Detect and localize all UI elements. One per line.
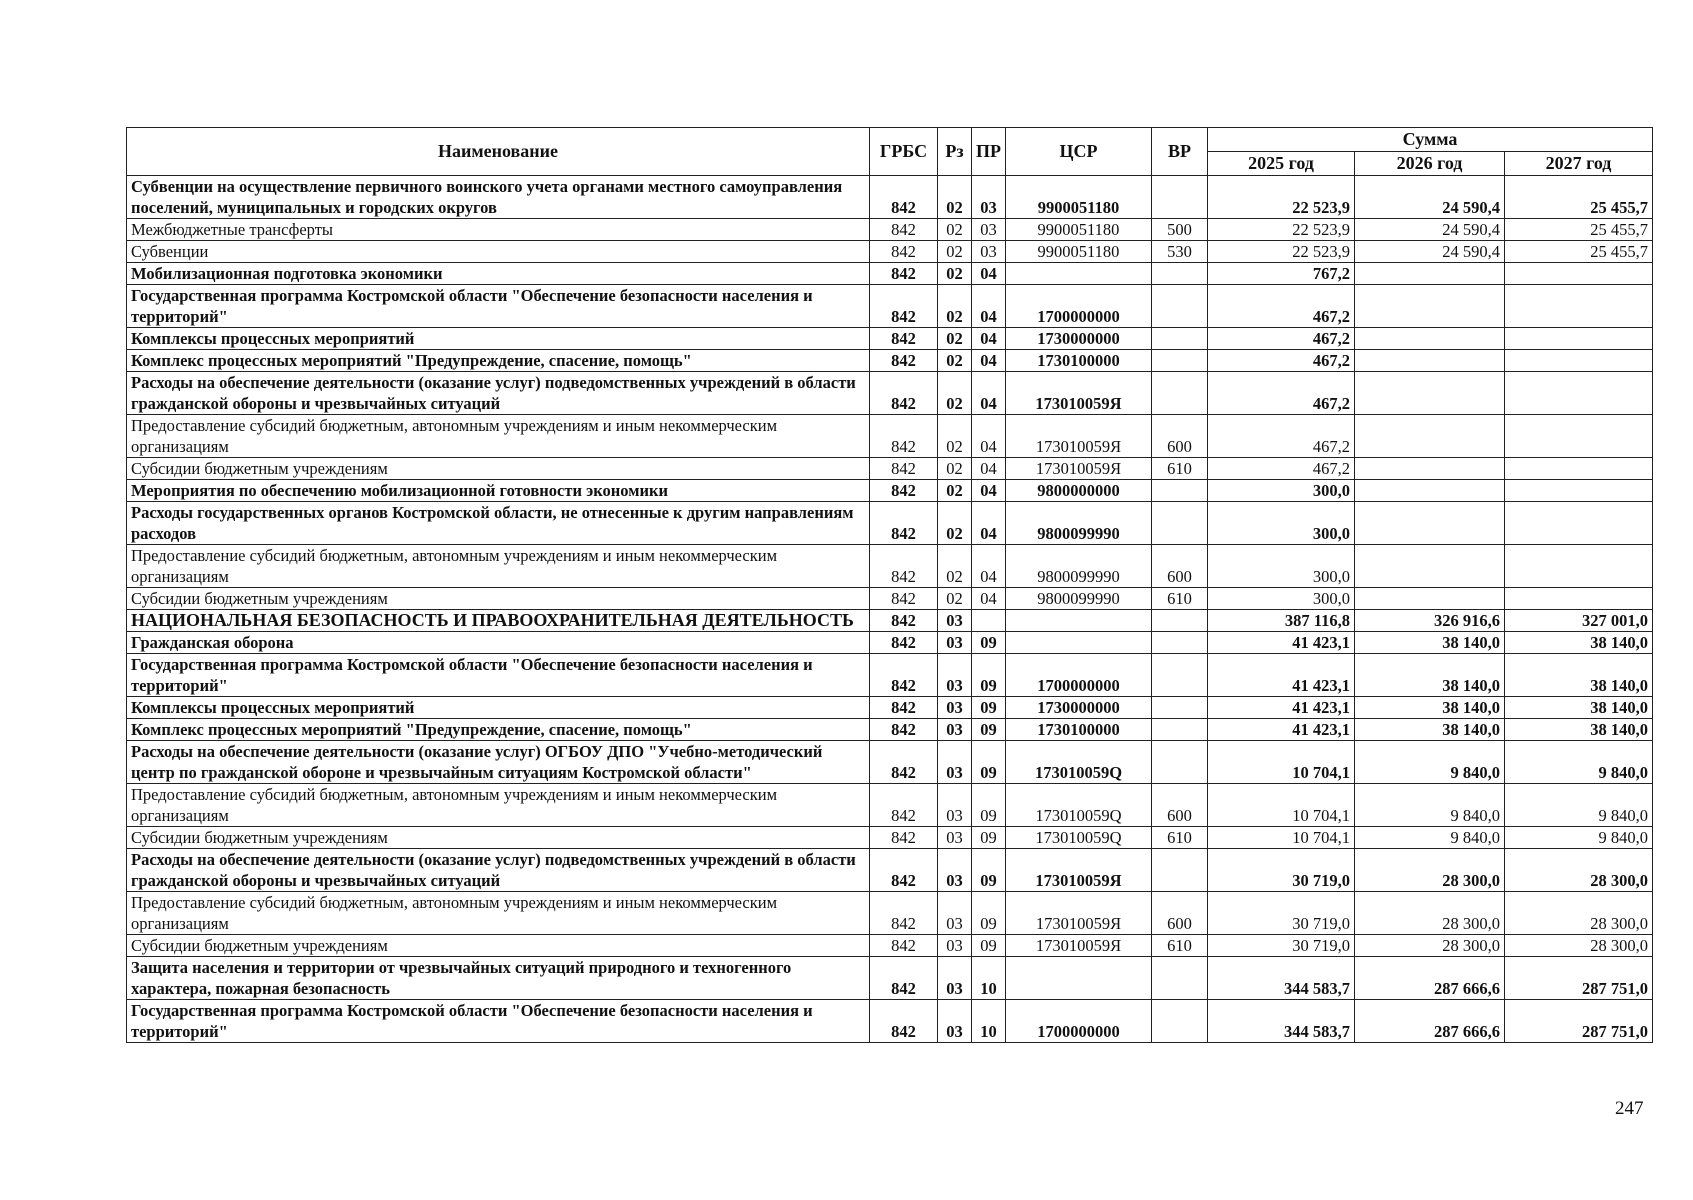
cell-grbs: 842 xyxy=(870,654,938,697)
cell-csr: 173010059Я xyxy=(1006,372,1152,415)
cell-rz: 03 xyxy=(938,654,972,697)
cell-csr: 1730000000 xyxy=(1006,697,1152,719)
cell-y2026: 28 300,0 xyxy=(1355,935,1505,957)
cell-y2027 xyxy=(1505,545,1653,588)
table-row xyxy=(127,654,1653,697)
cell-csr: 1700000000 xyxy=(1006,285,1152,328)
cell-name: Расходы на обеспечение деятельности (оказание услуг) подведомственных учреждений в области гражданской обороны и чрезвычайных ситуаций xyxy=(127,849,870,892)
table-row xyxy=(127,458,1653,480)
cell-name: Комплекс процессных мероприятий "Предупреждение, спасение, помощь" xyxy=(127,719,870,741)
cell-y2027: 28 300,0 xyxy=(1505,892,1653,935)
table-row xyxy=(127,263,1653,285)
cell-grbs: 842 xyxy=(870,372,938,415)
cell-name: Субсидии бюджетным учреждениям xyxy=(127,827,870,849)
cell-csr: 173010059Я xyxy=(1006,458,1152,480)
cell-y2026: 38 140,0 xyxy=(1355,654,1505,697)
cell-csr: 1730100000 xyxy=(1006,719,1152,741)
cell-vr: 600 xyxy=(1152,545,1208,588)
cell-y2026 xyxy=(1355,263,1505,285)
cell-name: Комплексы процессных мероприятий xyxy=(127,697,870,719)
cell-y2027 xyxy=(1505,415,1653,458)
cell-rz: 02 xyxy=(938,458,972,480)
cell-grbs: 842 xyxy=(870,827,938,849)
cell-csr: 173010059Q xyxy=(1006,784,1152,827)
cell-y2026 xyxy=(1355,480,1505,502)
cell-grbs: 842 xyxy=(870,176,938,219)
cell-rz: 02 xyxy=(938,241,972,263)
cell-grbs: 842 xyxy=(870,241,938,263)
cell-y2026: 24 590,4 xyxy=(1355,176,1505,219)
cell-csr: 1730000000 xyxy=(1006,328,1152,350)
col-header-2026: 2026 год xyxy=(1355,152,1505,176)
cell-vr xyxy=(1152,719,1208,741)
cell-grbs: 842 xyxy=(870,697,938,719)
cell-csr: 9800099990 xyxy=(1006,502,1152,545)
cell-y2025: 467,2 xyxy=(1208,372,1355,415)
cell-vr: 610 xyxy=(1152,458,1208,480)
cell-name: Мероприятия по обеспечению мобилизационной готовности экономики xyxy=(127,480,870,502)
cell-vr xyxy=(1152,697,1208,719)
cell-pr xyxy=(972,610,1006,632)
cell-y2027: 38 140,0 xyxy=(1505,697,1653,719)
cell-grbs: 842 xyxy=(870,545,938,588)
cell-csr: 1730100000 xyxy=(1006,350,1152,372)
cell-name: Комплексы процессных мероприятий xyxy=(127,328,870,350)
cell-csr: 173010059Я xyxy=(1006,935,1152,957)
cell-csr xyxy=(1006,632,1152,654)
cell-rz: 02 xyxy=(938,285,972,328)
cell-rz: 02 xyxy=(938,480,972,502)
cell-name: Субсидии бюджетным учреждениям xyxy=(127,458,870,480)
cell-y2025: 467,2 xyxy=(1208,458,1355,480)
cell-y2026 xyxy=(1355,285,1505,328)
cell-rz: 03 xyxy=(938,957,972,1000)
cell-grbs: 842 xyxy=(870,458,938,480)
cell-grbs: 842 xyxy=(870,935,938,957)
cell-name: Субсидии бюджетным учреждениям xyxy=(127,588,870,610)
table-row xyxy=(127,285,1653,328)
cell-y2027 xyxy=(1505,502,1653,545)
table-row xyxy=(127,350,1653,372)
cell-y2025: 41 423,1 xyxy=(1208,697,1355,719)
cell-vr xyxy=(1152,285,1208,328)
table-row xyxy=(127,632,1653,654)
cell-csr: 9900051180 xyxy=(1006,241,1152,263)
cell-name: Предоставление субсидий бюджетным, автономным учреждениям и иным некоммерческим организациям xyxy=(127,892,870,935)
cell-csr: 9800000000 xyxy=(1006,480,1152,502)
cell-y2027: 28 300,0 xyxy=(1505,935,1653,957)
cell-vr xyxy=(1152,610,1208,632)
cell-y2025: 41 423,1 xyxy=(1208,632,1355,654)
cell-pr: 04 xyxy=(972,545,1006,588)
cell-rz: 03 xyxy=(938,935,972,957)
cell-y2026: 24 590,4 xyxy=(1355,241,1505,263)
cell-grbs: 842 xyxy=(870,741,938,784)
cell-pr: 04 xyxy=(972,263,1006,285)
cell-vr: 530 xyxy=(1152,241,1208,263)
table-row xyxy=(127,1000,1653,1043)
cell-pr: 04 xyxy=(972,350,1006,372)
cell-pr: 04 xyxy=(972,328,1006,350)
cell-y2025: 344 583,7 xyxy=(1208,1000,1355,1043)
cell-vr xyxy=(1152,372,1208,415)
table-row xyxy=(127,328,1653,350)
table-row xyxy=(127,588,1653,610)
cell-csr: 173010059Я xyxy=(1006,892,1152,935)
table-row xyxy=(127,545,1653,588)
cell-y2025: 467,2 xyxy=(1208,350,1355,372)
table-row xyxy=(127,176,1653,219)
cell-grbs: 842 xyxy=(870,849,938,892)
cell-pr: 04 xyxy=(972,458,1006,480)
cell-y2025: 22 523,9 xyxy=(1208,241,1355,263)
cell-y2025: 10 704,1 xyxy=(1208,827,1355,849)
cell-pr: 09 xyxy=(972,697,1006,719)
cell-grbs: 842 xyxy=(870,719,938,741)
cell-pr: 10 xyxy=(972,957,1006,1000)
cell-rz: 03 xyxy=(938,719,972,741)
cell-vr xyxy=(1152,502,1208,545)
page-number: 247 xyxy=(1615,1098,1644,1119)
cell-pr: 03 xyxy=(972,219,1006,241)
cell-pr: 03 xyxy=(972,176,1006,219)
cell-vr: 600 xyxy=(1152,892,1208,935)
cell-y2026: 24 590,4 xyxy=(1355,219,1505,241)
cell-y2026 xyxy=(1355,545,1505,588)
table-row xyxy=(127,784,1653,827)
cell-csr: 173010059Я xyxy=(1006,415,1152,458)
cell-grbs: 842 xyxy=(870,632,938,654)
cell-vr: 610 xyxy=(1152,588,1208,610)
cell-pr: 09 xyxy=(972,741,1006,784)
cell-y2027: 9 840,0 xyxy=(1505,741,1653,784)
cell-name: Государственная программа Костромской области "Обеспечение безопасности населения и территорий" xyxy=(127,654,870,697)
cell-grbs: 842 xyxy=(870,219,938,241)
table-row xyxy=(127,610,1653,632)
cell-grbs: 842 xyxy=(870,892,938,935)
cell-pr: 09 xyxy=(972,827,1006,849)
table-body xyxy=(127,176,1653,1043)
cell-y2027 xyxy=(1505,285,1653,328)
table-row xyxy=(127,892,1653,935)
cell-y2027 xyxy=(1505,588,1653,610)
cell-rz: 02 xyxy=(938,415,972,458)
cell-name: Защита населения и территории от чрезвычайных ситуаций природного и техногенного характера, пожарная безопасность xyxy=(127,957,870,1000)
cell-csr xyxy=(1006,957,1152,1000)
cell-y2025: 10 704,1 xyxy=(1208,784,1355,827)
cell-pr: 09 xyxy=(972,935,1006,957)
cell-y2026: 38 140,0 xyxy=(1355,632,1505,654)
cell-name: Субвенции xyxy=(127,241,870,263)
cell-rz: 02 xyxy=(938,545,972,588)
cell-y2026: 9 840,0 xyxy=(1355,741,1505,784)
cell-csr: 9800099990 xyxy=(1006,545,1152,588)
col-header-grbs: ГРБС xyxy=(870,128,938,176)
cell-name: Государственная программа Костромской области "Обеспечение безопасности населения и территорий" xyxy=(127,1000,870,1043)
cell-y2026: 287 666,6 xyxy=(1355,1000,1505,1043)
cell-vr xyxy=(1152,741,1208,784)
cell-vr xyxy=(1152,328,1208,350)
cell-y2026: 287 666,6 xyxy=(1355,957,1505,1000)
cell-name: Расходы на обеспечение деятельности (оказание услуг) ОГБОУ ДПО "Учебно-методический центр по гражданской обороне и чрезвычайным ситуациям Костромской области" xyxy=(127,741,870,784)
cell-vr: 600 xyxy=(1152,415,1208,458)
table-header xyxy=(127,128,1653,176)
cell-name: Расходы на обеспечение деятельности (оказание услуг) подведомственных учреждений в области гражданской обороны и чрезвычайных ситуаций xyxy=(127,372,870,415)
cell-y2026: 28 300,0 xyxy=(1355,892,1505,935)
cell-y2025: 10 704,1 xyxy=(1208,741,1355,784)
cell-vr xyxy=(1152,480,1208,502)
cell-rz: 03 xyxy=(938,610,972,632)
cell-rz: 02 xyxy=(938,219,972,241)
cell-y2026 xyxy=(1355,588,1505,610)
cell-y2026 xyxy=(1355,458,1505,480)
table-row xyxy=(127,957,1653,1000)
cell-rz: 03 xyxy=(938,741,972,784)
cell-csr: 9900051180 xyxy=(1006,219,1152,241)
cell-y2025: 30 719,0 xyxy=(1208,935,1355,957)
cell-y2025: 22 523,9 xyxy=(1208,176,1355,219)
cell-rz: 02 xyxy=(938,328,972,350)
cell-y2027: 287 751,0 xyxy=(1505,957,1653,1000)
cell-vr: 500 xyxy=(1152,219,1208,241)
cell-csr: 9900051180 xyxy=(1006,176,1152,219)
cell-csr: 173010059Q xyxy=(1006,741,1152,784)
cell-pr: 09 xyxy=(972,784,1006,827)
table-row xyxy=(127,502,1653,545)
cell-name: НАЦИОНАЛЬНАЯ БЕЗОПАСНОСТЬ И ПРАВООХРАНИТЕЛЬНАЯ ДЕЯТЕЛЬНОСТЬ xyxy=(127,610,870,632)
cell-vr xyxy=(1152,957,1208,1000)
col-header-pr: ПР xyxy=(972,128,1006,176)
cell-y2026 xyxy=(1355,350,1505,372)
cell-rz: 03 xyxy=(938,697,972,719)
col-header-2025: 2025 год xyxy=(1208,152,1355,176)
cell-csr: 173010059Q xyxy=(1006,827,1152,849)
cell-name: Мобилизационная подготовка экономики xyxy=(127,263,870,285)
cell-y2027: 327 001,0 xyxy=(1505,610,1653,632)
cell-y2025: 300,0 xyxy=(1208,480,1355,502)
cell-y2025: 300,0 xyxy=(1208,502,1355,545)
cell-y2027: 38 140,0 xyxy=(1505,719,1653,741)
cell-y2027 xyxy=(1505,480,1653,502)
cell-rz: 03 xyxy=(938,1000,972,1043)
cell-grbs: 842 xyxy=(870,415,938,458)
cell-y2026 xyxy=(1355,328,1505,350)
cell-y2025: 767,2 xyxy=(1208,263,1355,285)
table-row xyxy=(127,480,1653,502)
cell-rz: 02 xyxy=(938,372,972,415)
cell-grbs: 842 xyxy=(870,502,938,545)
cell-rz: 03 xyxy=(938,849,972,892)
cell-y2026: 28 300,0 xyxy=(1355,849,1505,892)
cell-rz: 02 xyxy=(938,350,972,372)
cell-y2026: 326 916,6 xyxy=(1355,610,1505,632)
cell-y2026 xyxy=(1355,502,1505,545)
cell-y2025: 467,2 xyxy=(1208,415,1355,458)
cell-pr: 09 xyxy=(972,654,1006,697)
table-row xyxy=(127,219,1653,241)
cell-y2025: 41 423,1 xyxy=(1208,654,1355,697)
cell-y2025: 387 116,8 xyxy=(1208,610,1355,632)
cell-name: Предоставление субсидий бюджетным, автономным учреждениям и иным некоммерческим организациям xyxy=(127,545,870,588)
cell-rz: 02 xyxy=(938,176,972,219)
cell-rz: 02 xyxy=(938,588,972,610)
cell-y2027: 9 840,0 xyxy=(1505,784,1653,827)
col-header-name: Наименование xyxy=(127,128,870,176)
cell-y2026: 9 840,0 xyxy=(1355,784,1505,827)
cell-y2027: 25 455,7 xyxy=(1505,176,1653,219)
cell-csr xyxy=(1006,610,1152,632)
cell-name: Предоставление субсидий бюджетным, автономным учреждениям и иным некоммерческим организациям xyxy=(127,415,870,458)
cell-vr xyxy=(1152,1000,1208,1043)
cell-name: Предоставление субсидий бюджетным, автономным учреждениям и иным некоммерческим организациям xyxy=(127,784,870,827)
table-row xyxy=(127,415,1653,458)
cell-grbs: 842 xyxy=(870,328,938,350)
cell-vr: 610 xyxy=(1152,935,1208,957)
cell-y2025: 467,2 xyxy=(1208,328,1355,350)
cell-y2025: 22 523,9 xyxy=(1208,219,1355,241)
cell-y2027: 38 140,0 xyxy=(1505,632,1653,654)
cell-csr: 9800099990 xyxy=(1006,588,1152,610)
cell-grbs: 842 xyxy=(870,610,938,632)
cell-pr: 04 xyxy=(972,415,1006,458)
cell-y2027: 28 300,0 xyxy=(1505,849,1653,892)
cell-grbs: 842 xyxy=(870,784,938,827)
cell-name: Субвенции на осуществление первичного воинского учета органами местного самоуправления поселений, муниципальных и городских округов xyxy=(127,176,870,219)
cell-vr xyxy=(1152,350,1208,372)
cell-pr: 04 xyxy=(972,502,1006,545)
cell-vr xyxy=(1152,176,1208,219)
cell-pr: 04 xyxy=(972,480,1006,502)
cell-grbs: 842 xyxy=(870,1000,938,1043)
cell-y2025: 30 719,0 xyxy=(1208,892,1355,935)
cell-y2026: 38 140,0 xyxy=(1355,719,1505,741)
cell-pr: 04 xyxy=(972,372,1006,415)
cell-y2025: 467,2 xyxy=(1208,285,1355,328)
cell-name: Государственная программа Костромской области "Обеспечение безопасности населения и территорий" xyxy=(127,285,870,328)
cell-pr: 10 xyxy=(972,1000,1006,1043)
cell-y2026 xyxy=(1355,372,1505,415)
cell-y2027 xyxy=(1505,263,1653,285)
cell-pr: 03 xyxy=(972,241,1006,263)
cell-vr xyxy=(1152,849,1208,892)
cell-rz: 03 xyxy=(938,784,972,827)
cell-y2025: 30 719,0 xyxy=(1208,849,1355,892)
cell-y2026: 38 140,0 xyxy=(1355,697,1505,719)
cell-csr: 173010059Я xyxy=(1006,849,1152,892)
cell-rz: 03 xyxy=(938,827,972,849)
cell-grbs: 842 xyxy=(870,263,938,285)
cell-csr: 1700000000 xyxy=(1006,1000,1152,1043)
budget-table xyxy=(126,127,1653,1043)
table-row xyxy=(127,719,1653,741)
cell-vr: 610 xyxy=(1152,827,1208,849)
cell-vr: 600 xyxy=(1152,784,1208,827)
col-header-2027: 2027 год xyxy=(1505,152,1653,176)
col-header-vr: ВР xyxy=(1152,128,1208,176)
cell-y2025: 300,0 xyxy=(1208,545,1355,588)
cell-name: Межбюджетные трансферты xyxy=(127,219,870,241)
cell-csr: 1700000000 xyxy=(1006,654,1152,697)
cell-y2027: 25 455,7 xyxy=(1505,219,1653,241)
cell-csr xyxy=(1006,263,1152,285)
cell-name: Комплекс процессных мероприятий "Предупреждение, спасение, помощь" xyxy=(127,350,870,372)
cell-y2026 xyxy=(1355,415,1505,458)
cell-y2027 xyxy=(1505,372,1653,415)
cell-rz: 03 xyxy=(938,892,972,935)
cell-vr xyxy=(1152,654,1208,697)
cell-y2025: 41 423,1 xyxy=(1208,719,1355,741)
cell-name: Расходы государственных органов Костромской области, не отнесенные к другим направлениям расходов xyxy=(127,502,870,545)
cell-rz: 02 xyxy=(938,263,972,285)
col-header-rz: Рз xyxy=(938,128,972,176)
table-row xyxy=(127,372,1653,415)
cell-y2027: 9 840,0 xyxy=(1505,827,1653,849)
cell-grbs: 842 xyxy=(870,957,938,1000)
cell-pr: 09 xyxy=(972,719,1006,741)
col-header-sum: Сумма xyxy=(1208,128,1653,152)
cell-grbs: 842 xyxy=(870,285,938,328)
cell-name: Гражданская оборона xyxy=(127,632,870,654)
cell-pr: 09 xyxy=(972,849,1006,892)
cell-grbs: 842 xyxy=(870,350,938,372)
table-row xyxy=(127,935,1653,957)
table-row xyxy=(127,241,1653,263)
cell-y2027: 287 751,0 xyxy=(1505,1000,1653,1043)
cell-y2027 xyxy=(1505,350,1653,372)
cell-y2026: 9 840,0 xyxy=(1355,827,1505,849)
col-header-csr: ЦСР xyxy=(1006,128,1152,176)
table-row xyxy=(127,697,1653,719)
table-row xyxy=(127,849,1653,892)
cell-pr: 04 xyxy=(972,588,1006,610)
cell-y2025: 344 583,7 xyxy=(1208,957,1355,1000)
table-row xyxy=(127,827,1653,849)
cell-y2025: 300,0 xyxy=(1208,588,1355,610)
cell-rz: 02 xyxy=(938,502,972,545)
cell-y2027: 38 140,0 xyxy=(1505,654,1653,697)
cell-rz: 03 xyxy=(938,632,972,654)
cell-pr: 04 xyxy=(972,285,1006,328)
cell-pr: 09 xyxy=(972,892,1006,935)
cell-pr: 09 xyxy=(972,632,1006,654)
cell-grbs: 842 xyxy=(870,588,938,610)
cell-y2027: 25 455,7 xyxy=(1505,241,1653,263)
cell-vr xyxy=(1152,632,1208,654)
cell-y2027 xyxy=(1505,458,1653,480)
cell-grbs: 842 xyxy=(870,480,938,502)
cell-vr xyxy=(1152,263,1208,285)
cell-name: Субсидии бюджетным учреждениям xyxy=(127,935,870,957)
table-row xyxy=(127,741,1653,784)
cell-y2027 xyxy=(1505,328,1653,350)
